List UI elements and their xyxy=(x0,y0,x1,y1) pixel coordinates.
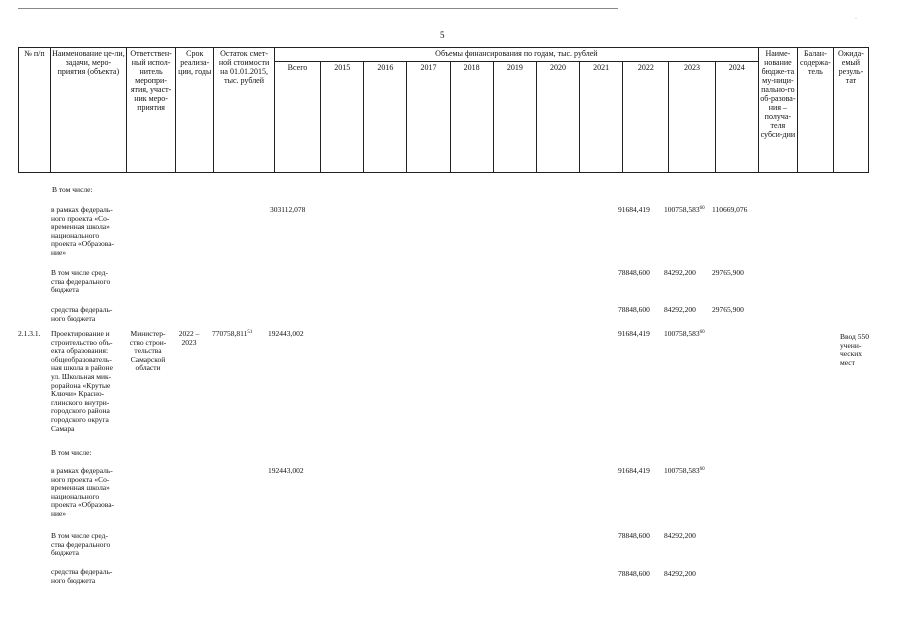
row-label: средства федераль-ного бюджета xyxy=(51,305,113,323)
row-label: Проектирование и строительство объ-екта образования: общеобразователь-ная школа в районе ул. Школьная мик-рорайона «Крутые Ключи» Красно-глинского внутри-городского района городского округа Самара xyxy=(51,329,113,433)
cell-2023: 84292,200 xyxy=(664,569,696,578)
header-year: 2022 xyxy=(623,62,669,173)
row-label: средства федераль-ного бюджета xyxy=(51,567,113,585)
cell-2022: 91684,419 xyxy=(618,205,650,214)
cell-2024: 29765,900 xyxy=(712,268,744,277)
cell-2022: 91684,419 xyxy=(618,466,650,475)
header-year: 2016 xyxy=(364,62,407,173)
header-holder: Балан-содержа-тель xyxy=(797,48,833,173)
header-year: 2023 xyxy=(669,62,715,173)
header-total: Всего xyxy=(274,62,320,173)
cell-2022: 78848,600 xyxy=(618,569,650,578)
header-budget: Наиме-нование бюдже-та му-ници-пально-го об-разова-ния – получа-теля субси-дии xyxy=(758,48,797,173)
cell-2023: 84292,200 xyxy=(664,531,696,540)
header-year: 2018 xyxy=(450,62,493,173)
scan-top-border xyxy=(18,8,618,9)
cell-2023: 100758,583$^{60}$ xyxy=(664,329,705,338)
cell-total: 192443,002 xyxy=(268,329,304,338)
cell-remaining: 770758,811$^{51}$ xyxy=(212,329,253,338)
header-year: 2021 xyxy=(580,62,623,173)
cell-2022: 78848,600 xyxy=(618,305,650,314)
scan-speck: · xyxy=(855,16,857,22)
header-group: Объемы финансирования по годам, тыс. рублей xyxy=(274,48,758,62)
cell-2022: 91684,419 xyxy=(618,329,650,338)
header-year: 2020 xyxy=(536,62,579,173)
cell-2023: 100758,583$^{60}$ xyxy=(664,205,705,214)
cell-2024: 110669,076 xyxy=(712,205,748,214)
header-rest: Остаток смет-ной стоимости на 01.01.2015, тыс. рублей xyxy=(214,48,275,173)
cell-2023: 84292,200 xyxy=(664,305,696,314)
header-term: Срок реализа-ции, годы xyxy=(176,48,214,173)
table-header xyxy=(18,47,869,173)
cell-2022: 78848,600 xyxy=(618,268,650,277)
header-exec: Ответствен-ный испол-нитель меропри-ятия, участ-ник меро-приятия xyxy=(126,48,175,173)
page-number: 5 xyxy=(440,30,445,40)
header-name: Наименование це-ли, задачи, меро-приятия (объекта) xyxy=(50,48,126,173)
header-result: Ожида-емый резуль-тат xyxy=(833,48,868,173)
row-label: в рамках федераль-ного проекта «Со-временная школа» национального проекта «Образова-ние» xyxy=(51,466,115,518)
row-label: в рамках федераль-ного проекта «Со-временная школа» национального проекта «Образова-ние» xyxy=(51,205,115,257)
cell-result: Ввод 550 учени-ческих мест xyxy=(840,332,869,367)
cell-2023: 84292,200 xyxy=(664,268,696,277)
header-year: 2019 xyxy=(493,62,536,173)
cell-2024: 29765,900 xyxy=(712,305,744,314)
cell-2023: 100758,583$^{60}$ xyxy=(664,466,705,475)
cell-2022: 78848,600 xyxy=(618,531,650,540)
header-year: 2015 xyxy=(321,62,364,173)
row-number: 2.1.3.1. xyxy=(18,329,41,338)
cell-total: 303112,078 xyxy=(270,205,306,214)
row-label: В том числе сред-ства федерального бюджета xyxy=(51,268,111,295)
cell-total: 192443,002 xyxy=(268,466,304,475)
row-label: В том числе: xyxy=(52,185,93,194)
cell-executor: Министер-ство строи-тельства Самарской области xyxy=(129,329,167,373)
header-year: 2024 xyxy=(715,62,758,173)
header-year: 2017 xyxy=(407,62,450,173)
cell-term: 2022 – 2023 xyxy=(178,329,200,347)
row-label: В том числе сред-ства федерального бюджета xyxy=(51,531,111,558)
row-label: В том числе: xyxy=(51,448,92,457)
header-num: № п/п xyxy=(19,48,51,173)
